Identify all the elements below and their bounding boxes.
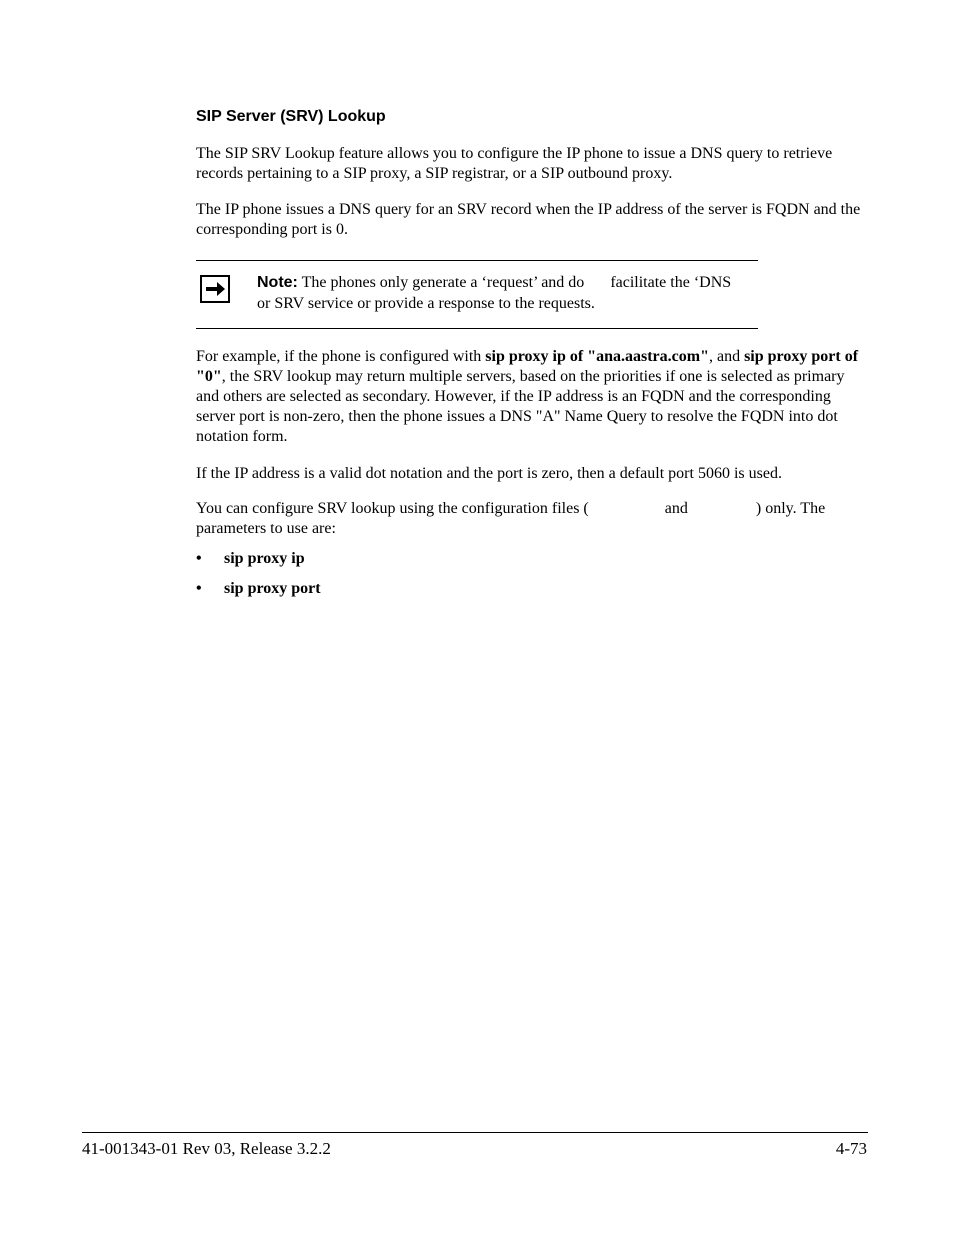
intro-paragraph: The SIP SRV Lookup feature allows you to configure the IP phone to issue a DNS query to retrieve records pertaining to a SIP proxy, a SIP registrar, or a SIP outbound proxy. [196, 145, 833, 182]
note-text [257, 272, 747, 314]
note-label: Note: [257, 274, 298, 291]
list-item [196, 549, 305, 569]
example-text-2: , and [708, 348, 745, 365]
dot-notation-paragraph: If the IP address is a valid dot notation and the port is zero, then a default port 5060 is used. [196, 465, 782, 482]
bullet-marker: • [196, 550, 202, 567]
list-item-label: sip proxy port [224, 580, 321, 597]
example-text-3: , the SRV lookup may return multiple servers, based on the priorities if one is selected as primary and others are selected as secondary. However, if the IP address is an FQDN and the corresponding server port is non-zero, then the phone issues a DNS "A" Name Query to resolve the FQDN into dot notation form. [196, 368, 845, 445]
footer-page-number: 4-73 [835, 1139, 867, 1158]
example-paragraph [196, 347, 868, 447]
example-text-1: For example, if the phone is configured with [196, 348, 486, 365]
footer-rule [82, 1132, 868, 1133]
note-top-rule [196, 260, 758, 261]
config-paragraph [196, 499, 868, 539]
example-bold-proxy-port: sip proxy port of "0" [196, 348, 859, 385]
config-text-2: ) only. The parameters to use are: [196, 500, 826, 537]
note-body-part1: The phones only generate a ‘request’ and do [297, 274, 585, 291]
dns-query-paragraph: The IP phone issues a DNS query for an SRV record when the IP address of the server is FQDN and the corresponding port is 0. [196, 201, 861, 238]
list-item-label: sip proxy ip [224, 550, 305, 567]
config-text-1: You can configure SRV lookup using the configuration files ( [196, 500, 589, 517]
note-body-part2: facilitate the ‘DNS or SRV service or provide a response to the requests. [257, 274, 732, 312]
bullet-marker: • [196, 580, 202, 597]
footer-doc-id: 41-001343-01 Rev 03, Release 3.2.2 [82, 1139, 331, 1158]
note-bottom-rule [196, 328, 758, 329]
section-heading: SIP Server (SRV) Lookup [196, 108, 386, 125]
right-arrow-icon [200, 275, 230, 303]
example-bold-proxy-ip: sip proxy ip of "ana.aastra.com" [485, 348, 709, 365]
config-text-and: and [664, 500, 688, 517]
list-item [196, 579, 321, 599]
